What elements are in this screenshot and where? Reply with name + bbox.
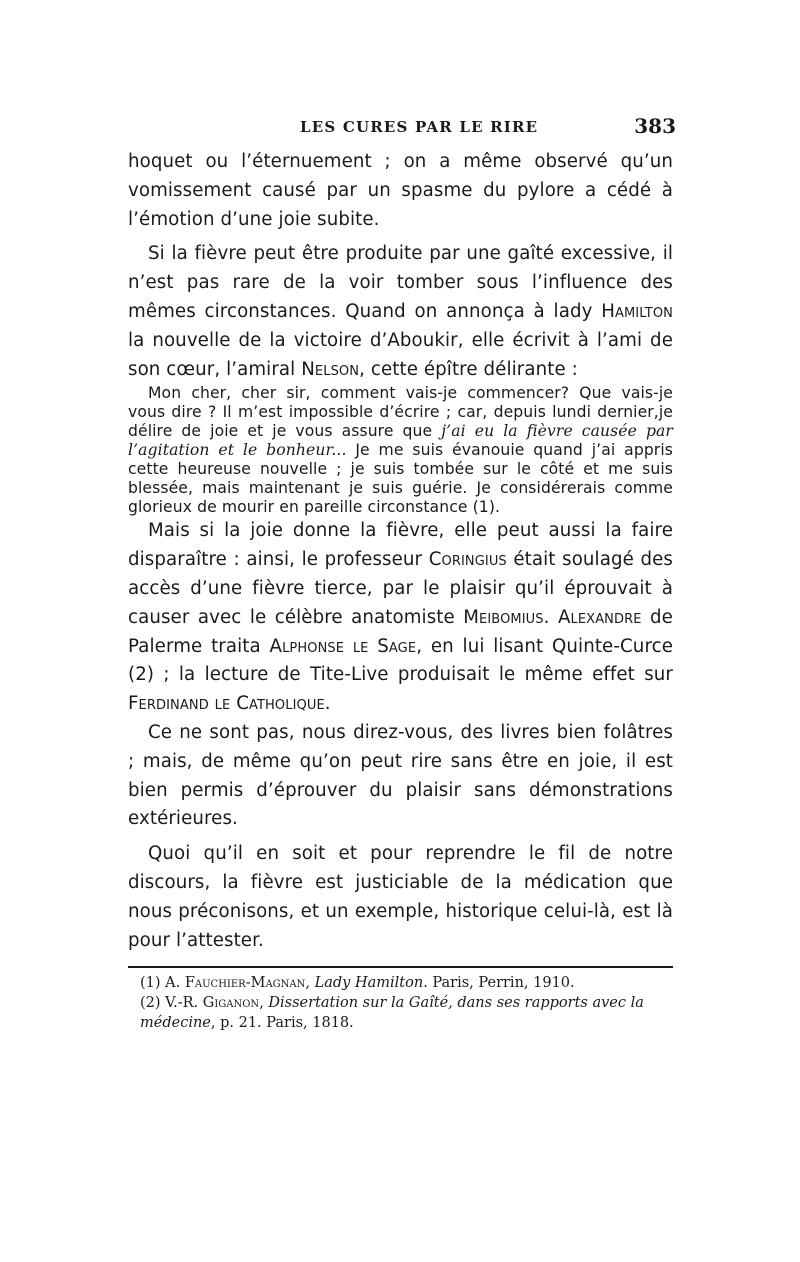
running-title: LES CURES PAR LE RIRE — [300, 118, 539, 136]
name-alexandre: Alexandre — [557, 606, 642, 628]
footnote-1-number: (1) A. — [140, 975, 185, 991]
quote-text-a: Mon cher, cher sir, comment vais-je commencer? Que vais-je vous dire ? Il m’est impossible d’écrire ; car, depuis lundi dernier,je délire de joie et je vous assure que — [128, 384, 673, 441]
footnote-1-title: Lady Hamilton — [314, 975, 424, 991]
footnote-1 — [128, 973, 673, 993]
footnotes — [128, 973, 673, 1033]
running-head — [128, 114, 676, 142]
paragraph-5: Quoi qu’il en soit et pour reprendre le fil de notre discours, la fièvre est justiciable de la médication que nous préconisons, et un exemple, historique celui-là, est là pour l’attester. — [128, 843, 673, 951]
paragraph-2 — [128, 240, 673, 384]
name-alphonse: Alphonse le Sage — [269, 635, 417, 657]
footnote-2 — [128, 993, 673, 1033]
footnote-2-title: Dissertation sur la Gaîté, dans ses rapports avec la médecine — [140, 995, 644, 1031]
footnote-2-author: Giganon — [202, 995, 260, 1011]
paragraph-3-text-c: . — [543, 606, 558, 628]
paragraph-3-text-f: . — [324, 693, 331, 715]
quote-italic: j’ai eu la fièvre causée par l’agitation et le bonheur... — [128, 422, 673, 460]
footnote-2-number: (2) V.-R. — [140, 995, 203, 1011]
footnote-1-author: Fauchier-Magnan — [184, 975, 306, 991]
footnote-rule — [128, 966, 673, 968]
paragraph-4: Ce ne sont pas, nous direz-vous, des livres bien folâtres ; mais, de même qu’on peut rire sans être en joie, il est bien permis d’éprouver du plaisir sans démonstrations extérieures. — [128, 721, 673, 830]
paragraph-3-text-d: de Palerme traita — [128, 606, 673, 657]
paragraph-1: hoquet ou l’éternuement ; on a même observé qu’un vomissement causé par un spasme du pylore a cédé à l’émotion d’une joie subite. — [128, 151, 673, 230]
footnote-2-sep: , — [259, 995, 269, 1011]
paragraph-2-text-c: , cette épître délirante : — [359, 358, 578, 380]
name-ferdinand: Ferdinand le Catholique — [128, 693, 325, 715]
paragraph-3-text-b: était soulagé des accès d’une fièvre tierce, par le plaisir qu’il éprouvait à causer avec le célèbre anatomiste — [128, 549, 673, 628]
footnote-2-rest: , p. 21. Paris, 1818. — [210, 1015, 354, 1031]
footnote-1-rest: . Paris, Perrin, 1910. — [423, 975, 575, 991]
name-nelson: Nelson — [301, 358, 360, 380]
paragraph-3-text-a: Mais si la joie donne la fièvre, elle peut aussi la faire disparaître : ainsi, le professeur — [128, 520, 673, 571]
paragraph-3 — [128, 517, 673, 719]
footnote-1-sep: , — [305, 975, 315, 991]
paragraph-2-text-b: la nouvelle de la victoire d’Aboukir, elle écrivit à l’ami de son cœur, l’amiral — [128, 329, 673, 380]
paragraph-3-text-e: , en lui lisant Quinte-Curce (2) ; la lecture de Tite-Live produisait le même effet sur — [128, 635, 674, 686]
paragraph-2-text-a: Si la fièvre peut être produite par une gaîté excessive, il n’est pas rare de la voir tomber sous l’influence des mêmes circonstances. Quand on annonça à lady — [128, 243, 673, 322]
page-number: 383 — [634, 114, 676, 138]
name-coringius: Coringius — [428, 549, 507, 571]
name-meibomius: Meibomius — [463, 606, 544, 628]
letter-quote — [128, 384, 673, 517]
name-hamilton: Hamilton — [601, 300, 673, 322]
quote-text-b: Je me suis évanouie quand j’ai appris cette heureuse nouvelle ; je suis tombée sur le côté et me suis blessée, mais maintenant je suis guérie. Je considérerais comme glorieux de mourir en pareille circonstance (1). — [128, 441, 673, 517]
body-text — [128, 148, 673, 955]
